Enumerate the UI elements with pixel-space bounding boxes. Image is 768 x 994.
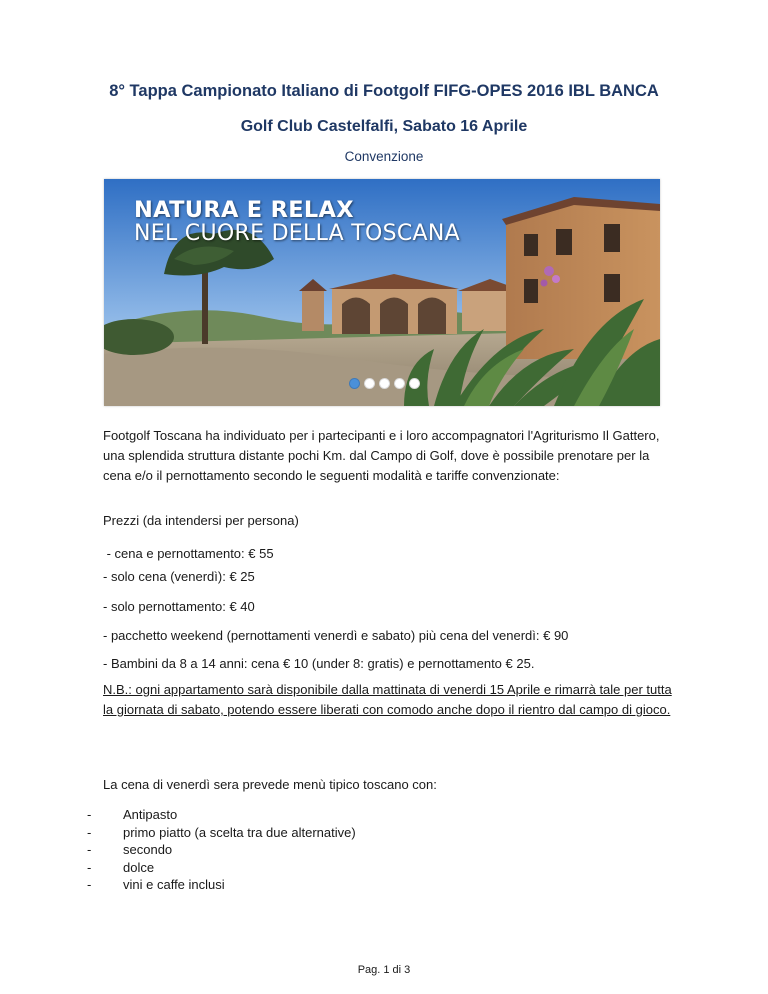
price-item: - cena e pernottamento: € 55 [103, 546, 274, 561]
prices-heading: Prezzi (da intendersi per persona) [103, 513, 299, 528]
note-paragraph: N.B.: ogni appartamento sarà disponibile dalla mattinata di venerdi 15 Aprile e rimarrà tale per tutta la giornata di sabato, potendo essere liberati con comodo anche dopo il rientro dal campo di gioco. [103, 682, 672, 717]
menu-intro: La cena di venerdì sera prevede menù tipico toscano con: [103, 777, 437, 792]
list-bullet: - [87, 807, 92, 822]
menu-item-label: secondo [123, 842, 173, 857]
list-bullet: - [87, 842, 92, 857]
menu-list [83, 806, 356, 894]
banner-image [104, 179, 660, 406]
intro-paragraph: Footgolf Toscana ha individuato per i partecipanti e i loro accompagnatori l'Agriturismo Il Gattero, una splendida struttura distante pochi Km. dal Campo di Golf, dove è possibile prenotare per la cena e/o il pernottamento secondo le seguenti modalità e tariffe convenzionate: [103, 428, 660, 483]
list-bullet: - [87, 824, 92, 840]
document-subtitle-event: Golf Club Castelfalfi, Sabato 16 Aprile [240, 118, 528, 135]
list-item [83, 859, 356, 877]
carousel-dot-5[interactable] [409, 378, 420, 389]
carousel-dot-1[interactable] [349, 378, 360, 389]
carousel-dot-2[interactable] [364, 378, 375, 389]
menu-item-label: Antipasto [123, 807, 178, 822]
list-item [83, 824, 356, 842]
banner-tagline: NEL CUORE DELLA TOSCANA [134, 221, 461, 246]
carousel-dots[interactable] [349, 378, 420, 389]
page-number: Pag. 1 di 3 [357, 964, 411, 976]
price-item: - solo pernottamento: € 40 [103, 599, 255, 614]
list-item [83, 841, 356, 859]
banner-headline: NATURA E RELAX [134, 197, 354, 223]
section-label-convenzione: Convenzione [344, 149, 424, 164]
list-bullet: - [87, 859, 92, 875]
carousel-dot-3[interactable] [379, 378, 390, 389]
menu-item-label: vini e caffe inclusi [123, 877, 225, 892]
price-item: - Bambini da 8 a 14 anni: cena € 10 (under 8: gratis) e pernottamento € 25. [103, 656, 535, 671]
price-item: - pacchetto weekend (pernottamenti venerdì e sabato) più cena del venerdì: € 90 [103, 628, 569, 643]
document-title: 8° Tappa Campionato Italiano di Footgolf FIFG-OPES 2016 IBL BANCA [109, 82, 659, 100]
menu-item-label: primo piatto (a scelta tra due alternative) [123, 824, 356, 840]
carousel-dot-4[interactable] [394, 378, 405, 389]
list-bullet: - [87, 877, 92, 892]
list-item [83, 806, 356, 824]
list-item [83, 876, 356, 894]
menu-item-label: dolce [123, 859, 155, 875]
price-item: - solo cena (venerdì): € 25 [103, 569, 255, 584]
